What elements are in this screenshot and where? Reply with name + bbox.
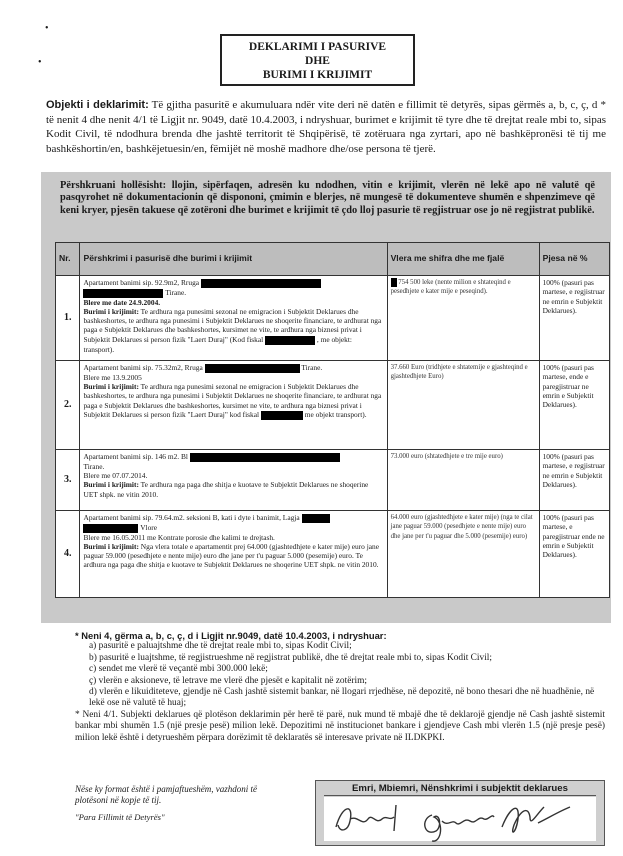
- row-description: Apartament banimi sip. 79.64.m2. seksioni B, kati i dyte i banimit, Lagja Vlore Blere me 16.05.2011 me Kontrate porosie dhe kalimi te drejtash. Burimi i krijimit: Nga vlera totale e apartamentit prej 64.000 (gjashtedhjete e kater mije) euro jane paguar 59.000 (pesedhjete e nente mije) euro dhe jane per t'u paguar 5.000 (pesemije) euro. Te ardhura nga paga dhe shitja e kuotave te Subjektit Deklarues ne shoqerine UET shpk. ne vitin 2010.: [80, 511, 387, 598]
- instructions-text: Përshkruani hollësisht: llojin, sipërfaqen, adresën ku ndodhen, vitin e krijimit, vlerën në lekë apo në valutë që pasqyrohet në dokumentacionin që dispononi, çmimin e blerjes, në mungesë të dokumenteve shumën e shpenzimeve që keni kryer, pjesën takuese që zotëroni dhe burimet e krijimit të çdo lloj pasurie të regjistruar ose jo në regjistrat publikë.: [60, 180, 595, 216]
- table-row: [56, 361, 610, 450]
- objekti-label: Objekti i deklarimit:: [46, 99, 149, 111]
- row-value: 64.000 euro (gjashtedhjete e kater mije) (nga te cilat jane paguar 59.000 (pesedhjete e nente mije) euro dhe jane per t'u paguar dhe 5.000 (pesemije) euro): [387, 511, 539, 598]
- row-number: 4.: [56, 511, 80, 598]
- neni41-paragraph: * Neni 4/1. Subjekti deklarues që plotëson deklarimin për herë të parë, nuk mund të mbajë dhe të deklarojë gjendje në Cash jashtë sistemit bankar mbi shumën 1.5 (një presje pesë) milion lekë. Depozitimi në institucionet bankare i gjendjeve Cash mbi vlerën 1.5 (një presje pesë) milion lekë është i detyrueshëm përpara dorëzimit të deklaratës së interesave private në ILDKPKI.: [75, 709, 605, 743]
- redaction-block: [265, 336, 315, 345]
- handwritten-signature: [324, 797, 598, 843]
- redaction-block: [190, 453, 340, 462]
- header-description: Përshkrimi i pasurisë dhe burimi i krijimit: [80, 243, 387, 276]
- footer-note: Nëse ky format është i pamjaftueshëm, vazhdoni të plotësoni në kopje të tij.: [75, 784, 257, 805]
- redaction-block: [391, 278, 397, 287]
- row-share: 100% (pasuri pas martese, e regjistruar ne emrin e Subjektit Deklarues).: [539, 276, 609, 361]
- footer-quote: "Para Fillimit të Detyrës": [75, 812, 165, 822]
- redaction-block: [83, 524, 138, 533]
- signature-box: [315, 780, 605, 846]
- objekti-text: Të gjitha pasuritë e akumuluara ndër vite deri në datën e fillimit të detyrës, sipas gërmës a, b, c, ç, d * të nenit 4 dhe nenit 4/1 të Ligjit nr. 9049, datë 10.4.2003, i ndryshuar, burimet e krijimit të tyre dhe të drejtat reale mbi to, sipas Kodit Civil, të ndodhura brenda dhe jashtë territorit të Shqipërisë, të zotëruara nga zyrtari, apo në bashkëpronësi të tij me bashkëshortin/en, bashkëjetuesin/en, fëmijët në moshë madhore dhe/ose persona të tjerë.: [46, 99, 606, 155]
- redaction-block: [201, 279, 321, 288]
- neni4-item: c) sendet me vlerë të veçantë mbi 300.000 lekë;: [89, 664, 268, 675]
- row-number: 2.: [56, 361, 80, 450]
- signature-divider: [324, 795, 596, 796]
- table-row: [56, 511, 610, 598]
- row-number: 3.: [56, 450, 80, 511]
- header-share: Pjesa në %: [539, 243, 609, 276]
- redaction-block: [302, 514, 330, 523]
- neni4-section: [75, 630, 605, 744]
- stray-mark: •: [38, 57, 42, 68]
- neni4-item: ç) vlerën e aksioneve, të letrave me vlerë dhe pjesët e kapitalit në zotërim;: [89, 675, 367, 686]
- header-value: Vlera me shifra dhe me fjalë: [387, 243, 539, 276]
- neni4-item: b) pasuritë e luajtshme, të regjistrueshme në regjistrat publikë, dhe të drejtat reale mbi to, sipas Kodit Civil;: [89, 652, 493, 663]
- title-line-2: DHE: [305, 55, 330, 67]
- row-value: 37.660 Euro (tridhjete e shtatemije e gjashteqind e gjashtedhjete Euro): [387, 361, 539, 450]
- table-header-row: [56, 243, 610, 276]
- row-description: Apartament banimi sip. 92.9m2, Rruga Tirane. Blere me date 24.9.2004. Burimi i krijimit: Te ardhura nga punesimi sezonal ne emigracion i Subjektit Deklarues dhe bashkeshortes, te ardhura nga punesimi i Subjektit Deklarues ne shoqerite financiare, te ardhurat nga paga e Subjektit Deklarues dhe bashkeshortes, kursimet ne vite, te ardhura nga biznesi privat i Subjektit Deklarues si person fizik "Laert Duraj" (Kod fiskal , me objekt: transport).: [80, 276, 387, 361]
- row-share: 100% (pasuri pas martese, e paregjistruar ende ne emrin e Subjektit Deklarues).: [539, 511, 609, 598]
- row-value: 73.000 euro (shtatedhjete e tre mije euro): [387, 450, 539, 511]
- redaction-block: [261, 411, 303, 420]
- row-share: 100% (pasuri pas martese, e regjistruar ne emrin e Subjektit Deklarues).: [539, 450, 609, 511]
- neni4-heading: * Neni 4, gërma a, b, c, ç, d i Ligjit nr.9049, datë 10.4.2003, i ndryshuar:: [75, 630, 387, 641]
- neni4-item: d) vlerën e likuiditeteve, gjendje në Cash jashtë sistemit bankar, në llogari rrjedhëse, në depozitë, në bono thesari dhe në huadhënie, në lekë ose në valutë të huaj;: [89, 687, 595, 709]
- row-description: Apartament banimi sip. 146 m2. Bl Tirane. Blere me 07.07.2014. Burimi i krijimit: Te ardhura nga paga dhe shitja e kuotave te Subjektit Deklarues ne shoqerine UET shpk. ne vitin 2010.: [80, 450, 387, 511]
- table-row: [56, 450, 610, 511]
- row-value: 754 500 leke (nente milion e shtateqind e pesedhjete e kater mije e peseqind).: [387, 276, 539, 361]
- stray-mark: •: [45, 23, 49, 34]
- row-share: 100% (pasuri pas martese, ende e paregjistruar ne emrin e Subjektit Deklarues).: [539, 361, 609, 450]
- objekti-paragraph: [46, 98, 606, 156]
- redaction-block: [205, 364, 300, 373]
- row-description: Apartament banimi sip. 75.32m2, Rruga Tirane. Blere me 13.9.2005 Burimi i krijimit: Te ardhura nga punesimi sezonal ne emigracion i Subjektit Deklarues dhe bashkeshortes, te ardhura nga punesimi i Subjektit Deklarues ne shoqerite financiare, te ardhurat nga paga e Subjektit Deklarues dhe bashkeshortes, kursimet ne vite, te ardhura nga biznesi privat i Subjektit Deklarues si person fizik "Laert Duraj" kod fiskal me objekt transport).: [80, 361, 387, 450]
- signature-title: Emri, Mbiemri, Nënshkrimi i subjektit deklarues: [352, 783, 568, 794]
- title-line-3: BURIMI I KRIJIMIT: [262, 69, 373, 81]
- title-line-1: DEKLARIMI I PASURIVE: [248, 41, 387, 53]
- neni4-item: a) pasuritë e paluajtshme dhe të drejtat reale mbi to, sipas Kodit Civil;: [89, 641, 352, 652]
- redaction-block: [83, 289, 163, 298]
- assets-table: [55, 242, 610, 598]
- header-nr: Nr.: [56, 243, 80, 276]
- signature-area: [324, 797, 596, 841]
- table-row: [56, 276, 610, 361]
- document-title: [220, 34, 415, 86]
- row-number: 1.: [56, 276, 80, 361]
